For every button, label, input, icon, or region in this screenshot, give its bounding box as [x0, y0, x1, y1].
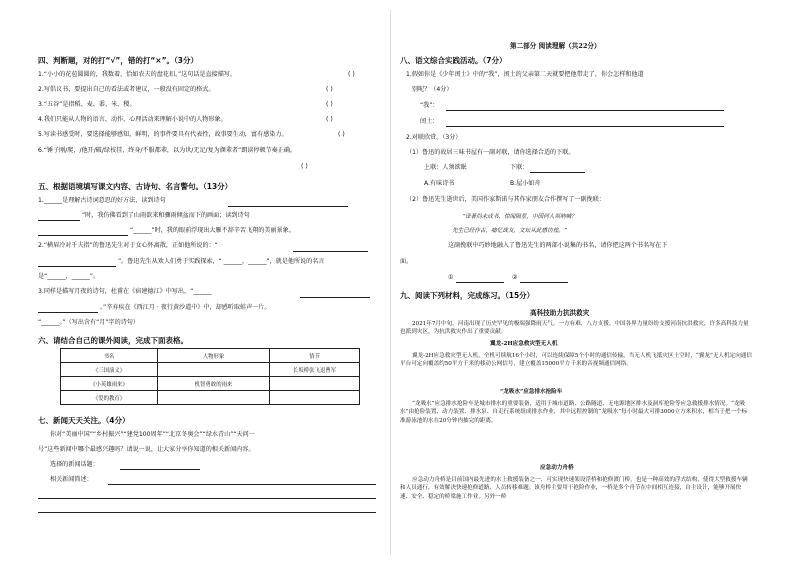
s8-couplet-question: 这副挽联中巧妙地融入了鲁迅先生的两部小说集的书名，请你把这两个书名写在下: [448, 242, 668, 249]
table-row: [61, 377, 360, 391]
article-subheading-1: 翼龙-2H应急救灾型无人机: [490, 341, 558, 347]
answer-line[interactable]: [446, 110, 724, 111]
option-a[interactable]: A.有味诗书: [424, 180, 455, 187]
article-paragraph-1: 2021年7月中旬，河南出现了历史罕见的极端强降雨天气。一方有难，八方支援。中国各界力量纷纷支援河南抗洪救灾，许多高科技力量也派到灾区，为抗洪救灾作出了重要贡献。: [400, 321, 749, 336]
answer-bracket[interactable]: ( ): [326, 86, 333, 93]
table-cell: 《爱的教育》: [61, 391, 158, 405]
fill-line[interactable]: [228, 206, 348, 207]
table-cell: 《三国演义》: [61, 363, 158, 377]
table-cell: 《小英雄雨来》: [61, 377, 158, 391]
answer-bracket[interactable]: ( ): [301, 163, 308, 170]
s8-lower-label: 下联：: [510, 164, 529, 171]
answer-line[interactable]: [530, 172, 585, 173]
s8-runtu-label: 闰土：: [420, 118, 439, 125]
s8-couplet-question-2: 面。: [400, 258, 413, 265]
s4-item-3: 3.“五谷”是指稻、麦、黍、米、稷。: [38, 101, 136, 108]
article-paragraph-3: “龙吸水”应急排水抢险车是城市排水的重要装备，适用于城市道路、公路隧道、无电源地区排水及洞库抢险等应急救援排水情况。“龙吸水”由抢险装置、动力装置、排水泵、自走行系统组成排水作业，其中远程控制的“龙吸水”每小时最大可排3000立方米积水，相当于把一个标准游泳池的水在20分钟内抽完的距离。: [400, 401, 748, 424]
section-4-title: 四、判断题，对的打“√”，错的打“×”。（3分）: [38, 56, 198, 65]
table-cell: 长坂桥张飞退曹军: [270, 363, 360, 377]
reading-table: [60, 348, 360, 405]
circle-2: ②: [512, 274, 518, 281]
fill-line[interactable]: [38, 266, 116, 267]
table-header: 情节: [270, 349, 360, 363]
table-cell-blank[interactable]: [158, 391, 270, 405]
news-topic-line[interactable]: [120, 469, 200, 470]
part-2-title: 第二部分 阅读理解（共22分）: [510, 42, 601, 50]
s5-line-8: 。”辛弃疾在《西江月 · 夜行黄沙道中》中，却感听取蛙声一片。: [100, 304, 271, 311]
article-title: 高科技助力抗洪救灾: [530, 309, 590, 317]
table-row: [61, 363, 360, 377]
s8-question-2: 2.对联欣赏。（3分）: [406, 134, 462, 141]
answer-bracket[interactable]: ( ): [338, 131, 345, 138]
section-6-title: 六、请结合自己的课外阅读，完成下面表格。: [38, 336, 188, 345]
article-subheading-2: “龙吸水”应急排水抢险车: [500, 389, 563, 395]
section-8-title: 八、语文综合实践活动。（7分）: [400, 56, 507, 65]
s7-brief-label: 相关新闻简述：: [50, 476, 93, 483]
news-brief-line[interactable]: [38, 512, 376, 513]
s5-line-7: 3.同样是描写月夜的诗句，杜甫在《宿建德江》中写出，“______: [38, 288, 212, 295]
answer-bracket[interactable]: ( ): [326, 116, 333, 123]
fill-line[interactable]: [300, 297, 370, 298]
s8-question-2a: （1）鲁迅的故居三味书屋有一副对联，请你选择合适的下联。: [406, 149, 575, 156]
s4-item-4: 4.我们只能从人物的语言、动作、心理活动来理解小说中的人物形象。: [38, 116, 227, 123]
table-cell-blank[interactable]: [270, 391, 360, 405]
s8-question-1: 1.假如你是《少年闰土》中的“我”，闰土的父亲第二天就要把他带走了，你会怎样和他道: [406, 71, 644, 78]
book-title-line[interactable]: [520, 282, 568, 283]
s4-item-2: 2.写倡议书，要提出自己的看法或者建议，一般没有固定的格式。: [38, 86, 215, 93]
s7-paragraph-1: 你对“美丽中国”“乡村振兴”“建党100周年”“北京冬奥会”“绿水青山”“天问一: [50, 431, 255, 438]
answer-bracket[interactable]: ( ): [348, 71, 355, 78]
s5-line-1: 1.______是理解古诗词意思的好方法，读到诗句: [38, 197, 166, 204]
s4-item-6: 6.“锤子刚/爬，/他开/破/绿枝挂，终身/不服都辈，以为世/无足/复为颜辈者”朗读停顿节奏正确。: [38, 147, 297, 154]
s5-line-5: ”。鲁迅先生从欢人们勇于实践探索，“ ______，______”，就是他所说的名言: [118, 258, 325, 265]
s8-upper-couplet: 上联：人须欲眠: [424, 164, 467, 171]
news-brief-line[interactable]: [108, 484, 376, 485]
s5-line-2: ”时，我仿佛看到了山雨欲来和骤雨倾盆而下的画面；读到诗句: [82, 212, 250, 219]
s8-wo-label: “我”：: [420, 102, 439, 109]
circle-1: ①: [448, 274, 454, 281]
fill-line[interactable]: [293, 251, 368, 252]
s5-line-9: “______。”（写出含有“月”字的诗句）: [38, 319, 139, 326]
fill-line[interactable]: [38, 235, 128, 236]
table-row: [61, 391, 360, 405]
couplet-line-1: “译著尚未成书，惊闻陨星，中国何人领呐喊？: [462, 214, 577, 220]
s7-choose-label: 选择的新闻话题：: [50, 461, 99, 468]
couplet-line-2: 先生已经作古，痛忆战友，文坛从此感彷徨。”: [452, 228, 567, 234]
s5-line-6: 是“______，______”。: [38, 273, 100, 280]
article-paragraph-4: 应急动力舟桥是目前国内最先进的水上救援装备之一，可实现快速架设浮桥和抢修渡门桥，也是一种高效的浮式结构，使得大型救援车辆和人员通行，有效解决快速抢修道路、人员转移难题。该舟桥主要用于抢险作业，一桥是多个舟节在中间相互连接，自主设计，能够开展快速、安全、稳定的桥梁施工作业。另外一桥: [400, 477, 748, 500]
table-header: 人物形象: [158, 349, 270, 363]
article-subheading-3: 应急动力舟桥: [540, 465, 574, 471]
option-b[interactable]: B.屋小如舟: [510, 180, 541, 187]
s5-line-3: “______”时，我的眼前浮现出大雁不辞辛苦飞翔的美丽景象。: [130, 227, 295, 234]
s4-item-1: 1.“小小的花苞圆圆的，我数着，恰如农夫的盘花扣。”这句话是直接描写。: [38, 71, 236, 78]
table-cell-blank[interactable]: [158, 363, 270, 377]
fill-line[interactable]: [38, 220, 80, 221]
table-header: 书名: [61, 349, 158, 363]
table-cell: 机智勇敢的雨来: [158, 377, 270, 391]
fill-line[interactable]: [38, 312, 98, 313]
answer-line[interactable]: [446, 126, 724, 127]
s4-item-5: 5.写读书感受时，要选择能够感知，鲜明，的事件要具有代表性，故事要生动，富有感染力。: [38, 131, 288, 138]
answer-bracket[interactable]: ( ): [326, 101, 333, 108]
table-header-row: [61, 349, 360, 363]
column-divider: [390, 10, 391, 555]
section-5-title: 五、根据语境填写课文内容、古诗句、名言警句。（13分）: [38, 182, 233, 191]
table-cell-blank[interactable]: [270, 377, 360, 391]
s8-question-2b: （2）鲁迅先生逝世后，美国作家斯诺与其作家朋友合作撰写了一副挽联：: [406, 196, 605, 203]
section-7-title: 七、新闻天天关注。（4分）: [38, 416, 130, 425]
s5-line-4: 2.“横眉冷对千夫指”的鲁迅先生对于女心怀离散，正如他所说的：“: [38, 242, 218, 249]
article-paragraph-2: 翼龙-2H应急救灾型无人机，全机可续航16个小时，可以连续保障5个小时的通信传输。当无人机飞抵灾区上空时，“翼龙”无人机定向通信平台可定向覆盖约50平方千米的移动公网信号，建立覆盖15000平方千米的音视频通信网络。: [400, 353, 752, 368]
s8-question-1b: 别呢？（4分）: [412, 86, 453, 93]
book-title-line[interactable]: [456, 282, 504, 283]
s7-paragraph-2: 号”这些新闻中哪个最感兴趣吗？请说一说，让大家分享你知道的相关新闻内容。: [38, 446, 255, 453]
news-brief-line[interactable]: [38, 498, 376, 499]
section-9-title: 九、阅读下列材料，完成练习。（15分）: [400, 291, 535, 300]
